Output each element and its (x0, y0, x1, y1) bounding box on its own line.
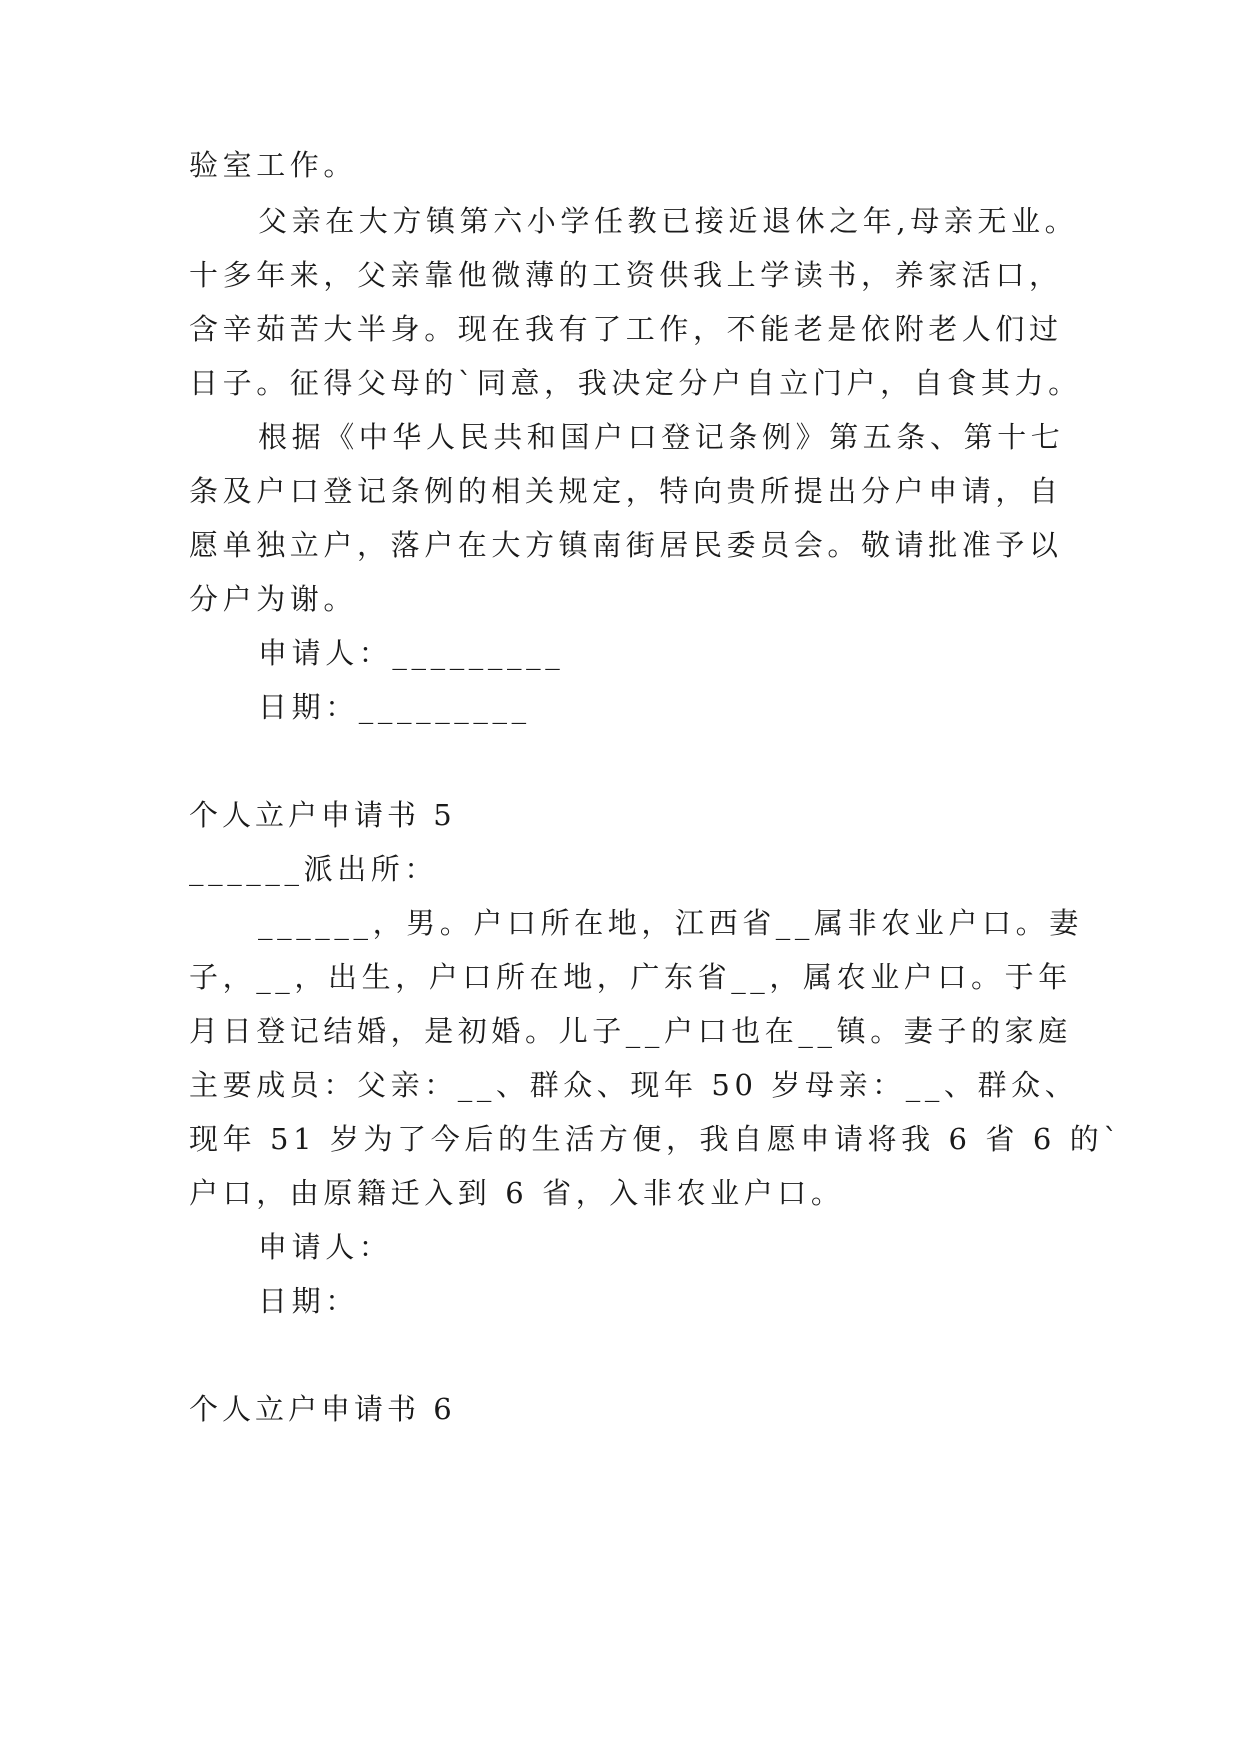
paragraph-line: 主要成员：父亲：__、群众、现年 50 岁母亲：__、群众、 (189, 1068, 1079, 1102)
paragraph-line: 根据《中华人民共和国户口登记条例》第五条、第十七 (258, 420, 1065, 454)
date-signature-line: 日期： (258, 1284, 359, 1318)
paragraph-line: 子，__，出生，户口所在地，广东省__，属农业户口。于年 (189, 960, 1072, 994)
paragraph-line: 含辛茹苦大半身。现在我有了工作，不能老是依附老人们过 (189, 312, 1063, 346)
date-signature-line: 日期：_________ (258, 690, 531, 724)
applicant-signature-line: 申请人： (258, 1230, 393, 1264)
paragraph-line: 月日登记结婚，是初婚。儿子__户口也在__镇。妻子的家庭 (189, 1014, 1072, 1048)
paragraph-line: 条及户口登记条例的相关规定，特向贵所提出分户申请，自 (189, 474, 1063, 508)
paragraph-line: 父亲在大方镇第六小学任教已接近退休之年,母亲无业。 (258, 204, 1079, 238)
paragraph-line: 愿单独立户，落户在大方镇南街居民委员会。敬请批准予以 (189, 528, 1063, 562)
paragraph-line: 现年 51 岁为了今后的生活方便，我自愿申请将我 6 省 6 的` (189, 1122, 1123, 1156)
paragraph-line: 日子。征得父母的`同意，我决定分户自立门户，自食其力。 (189, 366, 1082, 400)
section-title: 个人立户申请书 6 (189, 1392, 456, 1426)
paragraph-line: ______，男。户口所在地，江西省__属非农业户口。妻 (258, 906, 1083, 940)
paragraph-line: 户口，由原籍迁入到 6 省，入非农业户口。 (189, 1176, 845, 1210)
section-title: 个人立户申请书 5 (189, 798, 456, 832)
addressee-line: ______派出所： (189, 852, 439, 886)
paragraph-line: 十多年来，父亲靠他微薄的工资供我上学读书，养家活口， (189, 258, 1063, 292)
paragraph-line: 验室工作。 (189, 148, 358, 182)
applicant-signature-line: 申请人：_________ (258, 636, 565, 670)
paragraph-line: 分户为谢。 (189, 582, 358, 616)
